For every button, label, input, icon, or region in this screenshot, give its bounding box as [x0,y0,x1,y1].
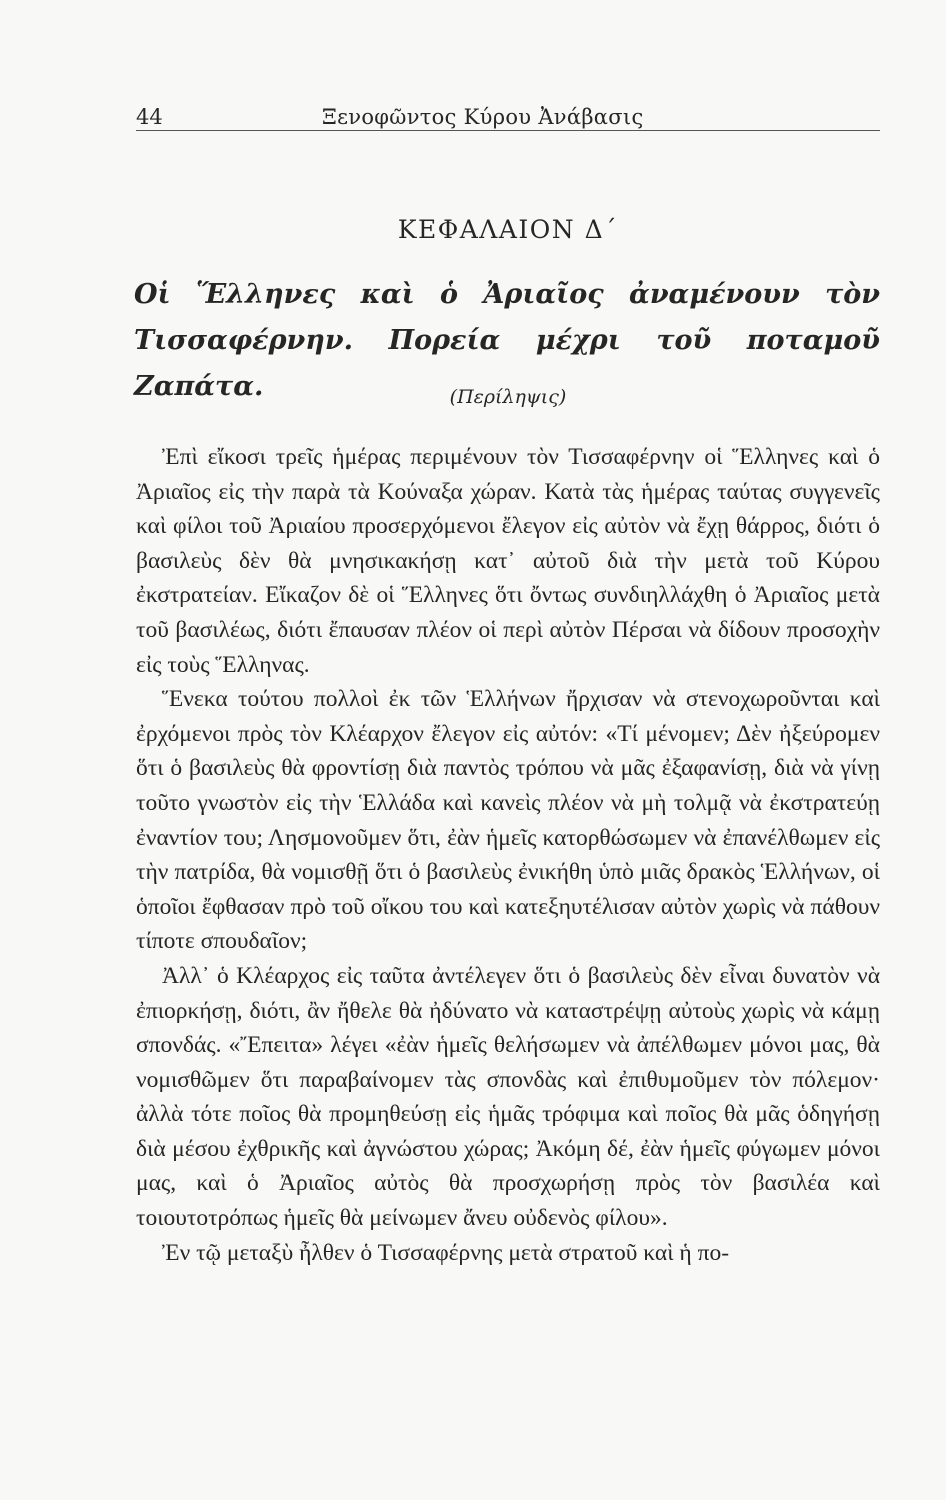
chapter-title: Οἱ Ἕλληνες καὶ ὁ Ἀριαῖος ἀναμένουν τὸν Τισσαφέρνην. Πορεία μέχρι τοῦ ποταμοῦ Ζαπάτα. [134,279,880,402]
chapter-heading: ΚΕΦΑΛΑΙΟΝ Δ΄ [397,215,619,244]
paragraph-2: Ἕνεκα τούτου πολλοὶ ἐκ τῶν Ἑλλήνων ἤρχισαν νὰ στενοχωροῦνται καὶ ἐρχόμενοι πρὸς τὸν Κλέαρχον ἔλεγον εἰς αὐτόν: «Τί μένομεν; Δὲν ἠξεύρομεν ὅτι ὁ βασιλεὺς θὰ φροντίσῃ διὰ παντὸς τρόπου νὰ μᾶς ἐξαφανίσῃ, διὰ νὰ γίνῃ τοῦτο γνωστὸν εἰς τὴν Ἑλλάδα καὶ κανεὶς πλέον νὰ μὴ τολμᾷ νὰ ἐκστρατεύῃ ἐναντίον του; Λησμονοῦμεν ὅτι, ἐὰν ἡμεῖς κατορθώσωμεν νὰ ἐπανέλθωμεν εἰς τὴν πατρίδα, θὰ νομισθῇ ὅτι ὁ βασιλεὺς ἐνικήθη ὑπὸ μιᾶς δρακὸς Ἑλλήνων, οἱ ὁποῖοι ἔφθασαν πρὸ τοῦ οἴκου του καὶ κατεξηυτέλισαν αὐτὸν χωρὶς νὰ πάθουν τίποτε σπουδαῖον; [136,686,880,955]
summary-label: (Περίληψις) [449,386,567,408]
page-number: 44 [136,105,163,129]
body-text [136,440,880,1270]
paragraph-1: Ἐπὶ εἴκοσι τρεῖς ἡμέρας περιμένουν τὸν Τισσαφέρνην οἱ Ἕλληνες καὶ ὁ Ἀριαῖος εἰς τὴν παρὰ τὰ Κούναξα χώραν. Κατὰ τὰς ἡμέρας ταύτας συγγενεῖς καὶ φίλοι τοῦ Ἀριαίου προσερχόμενοι ἔλεγον εἰς αὐτὸν νὰ ἔχῃ θάρρος, διότι ὁ βασιλεὺς δὲν θὰ μνησικακήσῃ κατ᾿ αὐτοῦ διὰ τὴν μετὰ τοῦ Κύρου ἐκστρατείαν. Εἴκαζον δὲ οἱ Ἕλληνες ὅτι ὄντως συνδιηλλάχθη ὁ Ἀριαῖος μετὰ τοῦ βασιλέως, διότι ἔπαυσαν πλέον οἱ περὶ αὐτὸν Πέρσαι νὰ δίδουν προσοχὴν εἰς τοὺς Ἕλληνας. [136,444,880,678]
paragraph-4: Ἐν τῷ μεταξὺ ἦλθεν ὁ Τισσαφέρνης μετὰ στρατοῦ καὶ ἡ πο- [162,1239,730,1266]
paragraph-3: Ἀλλ᾿ ὁ Κλέαρχος εἰς ταῦτα ἀντέλεγεν ὅτι ὁ βασιλεὺς δὲν εἶναι δυνατὸν νὰ ἐπιορκήσῃ, διότι, ἂν ἤθελε θὰ ἠδύνατο νὰ καταστρέψῃ αὐτοὺς χωρὶς νὰ κάμῃ σπονδάς. «Ἔπειτα» λέγει «ἐὰν ἡμεῖς θελήσωμεν νὰ ἀπέλθωμεν μόνοι μας, θὰ νομισθῶμεν ὅτι παραβαίνομεν τὰς σπονδὰς καὶ ἐπιθυμοῦμεν τὸν πόλεμον· ἀλλὰ τότε ποῖος θὰ προμηθεύσῃ εἰς ἡμᾶς τρόφιμα καὶ ποῖος θὰ μᾶς ὁδηγήσῃ διὰ μέσου ἐχθρικῆς καὶ ἀγνώστου χώρας; Ἀκόμη δέ, ἐὰν ἡμεῖς φύγωμεν μόνοι μας, καὶ ὁ Ἀριαῖος αὐτὸς θὰ προσχωρήσῃ πρὸς τὸν βασιλέα καὶ τοιουτοτρόπως ἡμεῖς θὰ μείνωμεν ἄνευ οὐδενὸς φίλου». [136,962,880,1232]
running-head [136,104,880,130]
header-rule [136,130,880,131]
running-title: Ξενοφῶντος Κύρου Ἀνάβασις [322,105,644,129]
